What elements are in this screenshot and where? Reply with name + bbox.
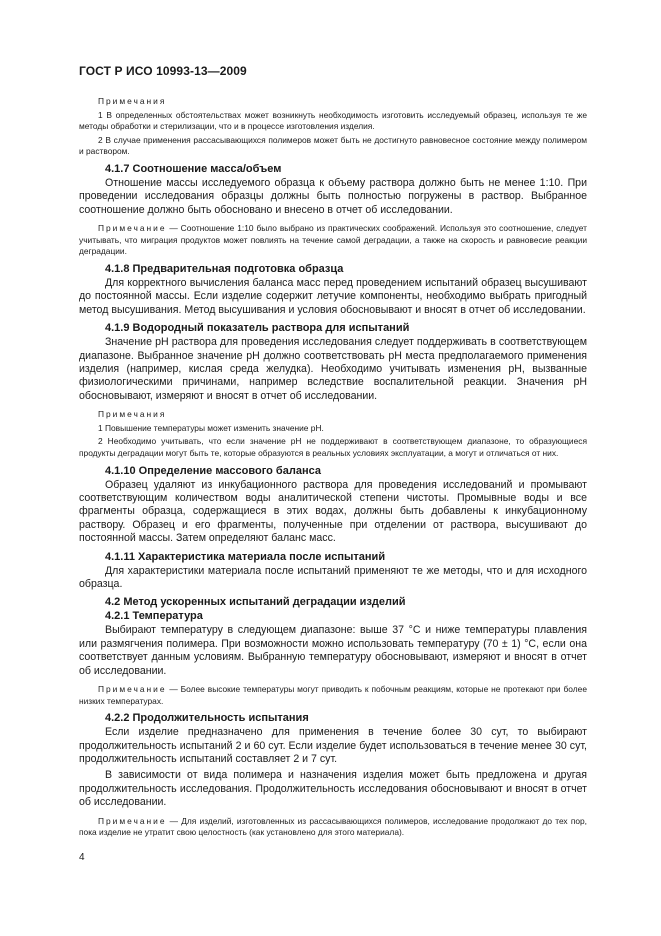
section-heading: 4.1.11 Характеристика материала после испытаний [105,550,386,563]
note-item: 2 В случае применения рассасывающихся полимеров может быть не достигнуто равновесное состояние между полимером и раствором. [79,134,587,157]
document-header: ГОСТ Р ИСО 10993-13—2009 [79,64,247,78]
section-heading: 4.1.7 Соотношение масса/объем [105,162,282,175]
note-text: — Для изделий, изготовленных из рассасывающихся полимеров, исследование продолжают до тех пор, пока изделие не утратит свою целостность (как установлено для этого материала). [79,815,587,838]
section-heading: 4.2.1 Температура [105,610,203,623]
note-title: Примечания [98,409,167,420]
body-paragraph: Для характеристики материала после испытаний применяют те же методы, что и для исходного образца. [79,564,587,591]
section-heading: 4.2.2 Продолжительность испытания [105,712,309,725]
section-heading: 4.1.10 Определение массового баланса [105,464,321,477]
inline-note [79,684,587,707]
inline-note [79,223,587,258]
inline-note [79,816,587,839]
note-item: 1 В определенных обстоятельствах может возникнуть необходимость изготовить исследуемый образец, используя те же методы обработки и стерилизации, что и в процессе изготовления изделия. [79,109,587,132]
section-heading: 4.1.9 Водородный показатель раствора для испытаний [105,322,410,335]
body-paragraph: Если изделие предназначено для применения в течение более 30 сут, то выбирают продолжительность испытаний 2 и 60 сут. Если изделие будет использоваться в течение менее 30 сут, продолжительность испытаний составляет 2 и 7 сут. [79,726,587,766]
body-paragraph: В зависимости от вида полимера и назначения изделия может быть предложена и другая продолжительность исследования. Продолжительность исследования обосновывают и вносят в отчет об исследовании. [79,769,587,809]
note-item: 2 Необходимо учитывать, что если значение pH не поддерживают в соответствующем диапазоне, то образующиеся продукты деградации могут быть те, которые образуются в реальных условиях эксплуатации, а могут и отличаться от них. [79,436,587,458]
note-label: Примечание [98,223,167,234]
note-text: — Более высокие температуры могут приводить к побочным реакциям, которые не протекают при более низких температурах. [79,684,587,706]
body-paragraph: Образец удаляют из инкубационного раствора для проведения исследований и промывают соответствующим количеством воды аналитической степени чистоты. Промывные воды и все фрагменты образца, содержащиеся в этих водах, должны быть добавлены к инкубационному раствору. Образец и его фрагменты, полученные при отделении от раствора, высушивают до постоянной массы. Затем определяют баланс масс. [79,478,587,545]
section-heading: 4.2 Метод ускоренных испытаний деградации изделий [105,596,406,609]
body-paragraph: Значение pH раствора для проведения исследования следует поддерживать в соответствующем диапазоне. Выбранное значение pH должно соответствовать pH места предполагаемого применения изделия (например, кислая среда желудка). Необходимо учитывать изменения pH, вызванные физиологическими причинами, например вследствие воспалительной реакции. Значения pH обосновывают, измеряют и вносят в отчет об исследовании. [79,336,587,402]
note-label: Примечание [98,684,167,695]
page-number: 4 [79,852,85,863]
body-paragraph: Для корректного вычисления баланса масс перед проведением испытаний образец высушивают до постоянной массы. Если изделие содержит летучие компоненты, необходимо выбрать пригодный метод высушивания. Метод высушивания и условия обосновывают и вносят в отчет об исследовании. [79,276,587,316]
body-paragraph: Выбирают температуру в следующем диапазоне: выше 37 °С и ниже температуры плавления или размягчения полимера. При возможности можно использовать температуру (70 ± 1) °С, если она соответствует данным условиям. Выбранную температуру обосновывают, измеряют и вносят в отчет об исследовании. [79,624,587,677]
note-item: 1 Повышение температуры может изменить значение pH. [98,422,324,433]
body-paragraph: Отношение массы исследуемого образца к объему раствора должно быть не менее 1:10. При проведении исследования образцы должны быть полностью погружены в раствор. Выбранное соотношение должно быть обосновано и внесено в отчет об исследовании. [79,176,587,216]
section-heading: 4.1.8 Предварительная подготовка образца [105,262,344,275]
note-label: Примечание [98,815,167,826]
note-text: — Соотношение 1:10 было выбрано из практических соображений. Используя это соотношение, следует учитывать, что миграция продуктов может повлиять на течение самой деградации, а также на скорость и равновесие реакции деградации. [79,223,587,257]
page-body [79,96,587,839]
note-title: Примечания [98,96,167,106]
